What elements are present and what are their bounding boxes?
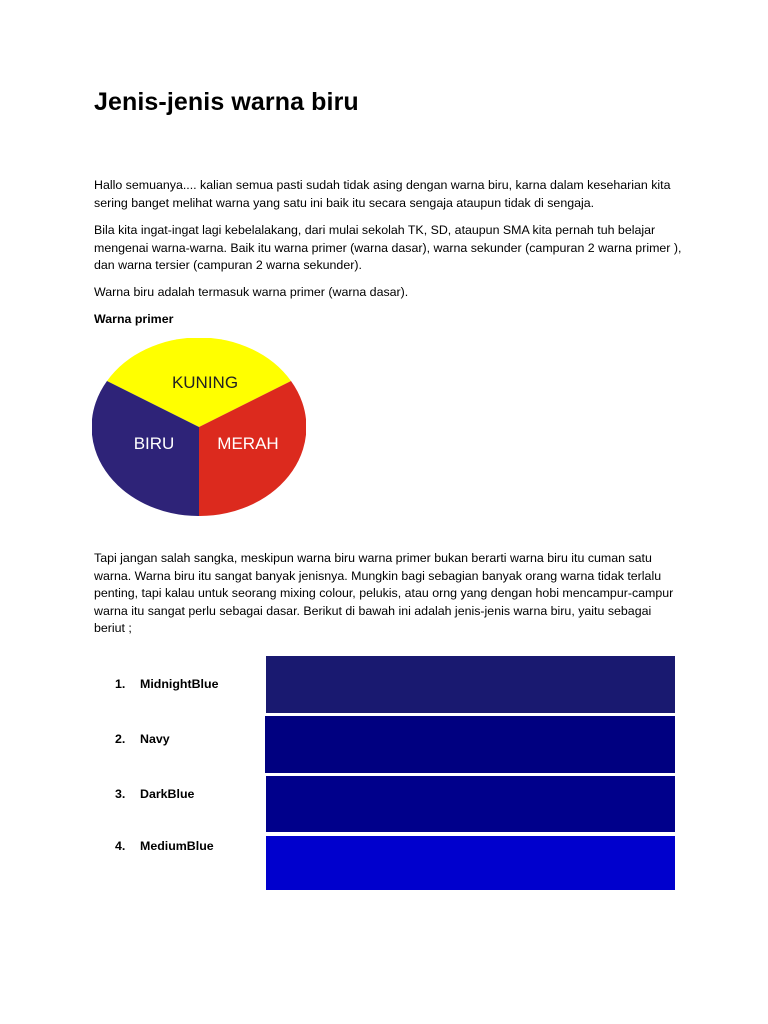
primary-color-wheel — [92, 338, 306, 516]
list-item-midnightblue — [115, 677, 218, 691]
wheel-label-kuning: KUNING — [171, 373, 239, 392]
list-item-label: Navy — [140, 732, 170, 746]
primary-heading: Warna primer — [94, 312, 174, 326]
primary-paragraph: Warna biru adalah termasuk warna primer (warna dasar). — [94, 285, 409, 299]
wheel-label-merah: MERAH — [217, 434, 279, 453]
list-number: 2. — [115, 732, 126, 746]
list-item-label: MediumBlue — [140, 839, 214, 853]
swatch-darkblue — [266, 776, 675, 832]
list-item-navy — [115, 732, 170, 746]
list-item-label: MidnightBlue — [140, 677, 219, 691]
list-number: 4. — [115, 839, 126, 853]
swatch-mediumblue — [266, 836, 675, 890]
list-item-darkblue — [115, 787, 194, 801]
list-number: 1. — [115, 677, 126, 691]
list-number: 3. — [115, 787, 126, 801]
school-paragraph: Bila kita ingat-ingat lagi kebelalakang, dari mulai sekolah TK, SD, ataupun SMA kita pernah tuh belajar mengenai warna-warna. Baik itu warna primer (warna dasar), warna sekunder (campuran 2 warna primer ), dan warna tersier (campuran 2 warna sekunder). — [94, 223, 682, 272]
list-item-mediumblue — [115, 839, 214, 853]
swatch-navy — [265, 716, 675, 773]
list-item-label: DarkBlue — [140, 787, 195, 801]
blue-types-paragraph: Tapi jangan salah sangka, meskipun warna biru warna primer bukan berarti warna biru itu cuman satu warna. Warna biru itu sangat banyak jenisnya. Mungkin bagi sebagian banyak orang warna tidak terlalu penting, tapi kalau untuk seorang mixing colour, pelukis, atau orng yang dengan hobi mencampur-campur warna itu sangat perlu sebagai dasar. Berikut di bawah ini adalah jenis-jenis warna biru, yaitu sebagai beriut ; — [94, 551, 674, 635]
swatch-midnightblue — [266, 656, 675, 713]
page-title: Jenis-jenis warna biru — [94, 88, 359, 116]
intro-paragraph: Hallo semuanya.... kalian semua pasti sudah tidak asing dengan warna biru, karna dalam keseharian kita sering banget melihat warna yang satu ini baik itu secara sengaja ataupun tidak di sengaja. — [94, 178, 671, 210]
wheel-label-biru: BIRU — [133, 434, 175, 453]
